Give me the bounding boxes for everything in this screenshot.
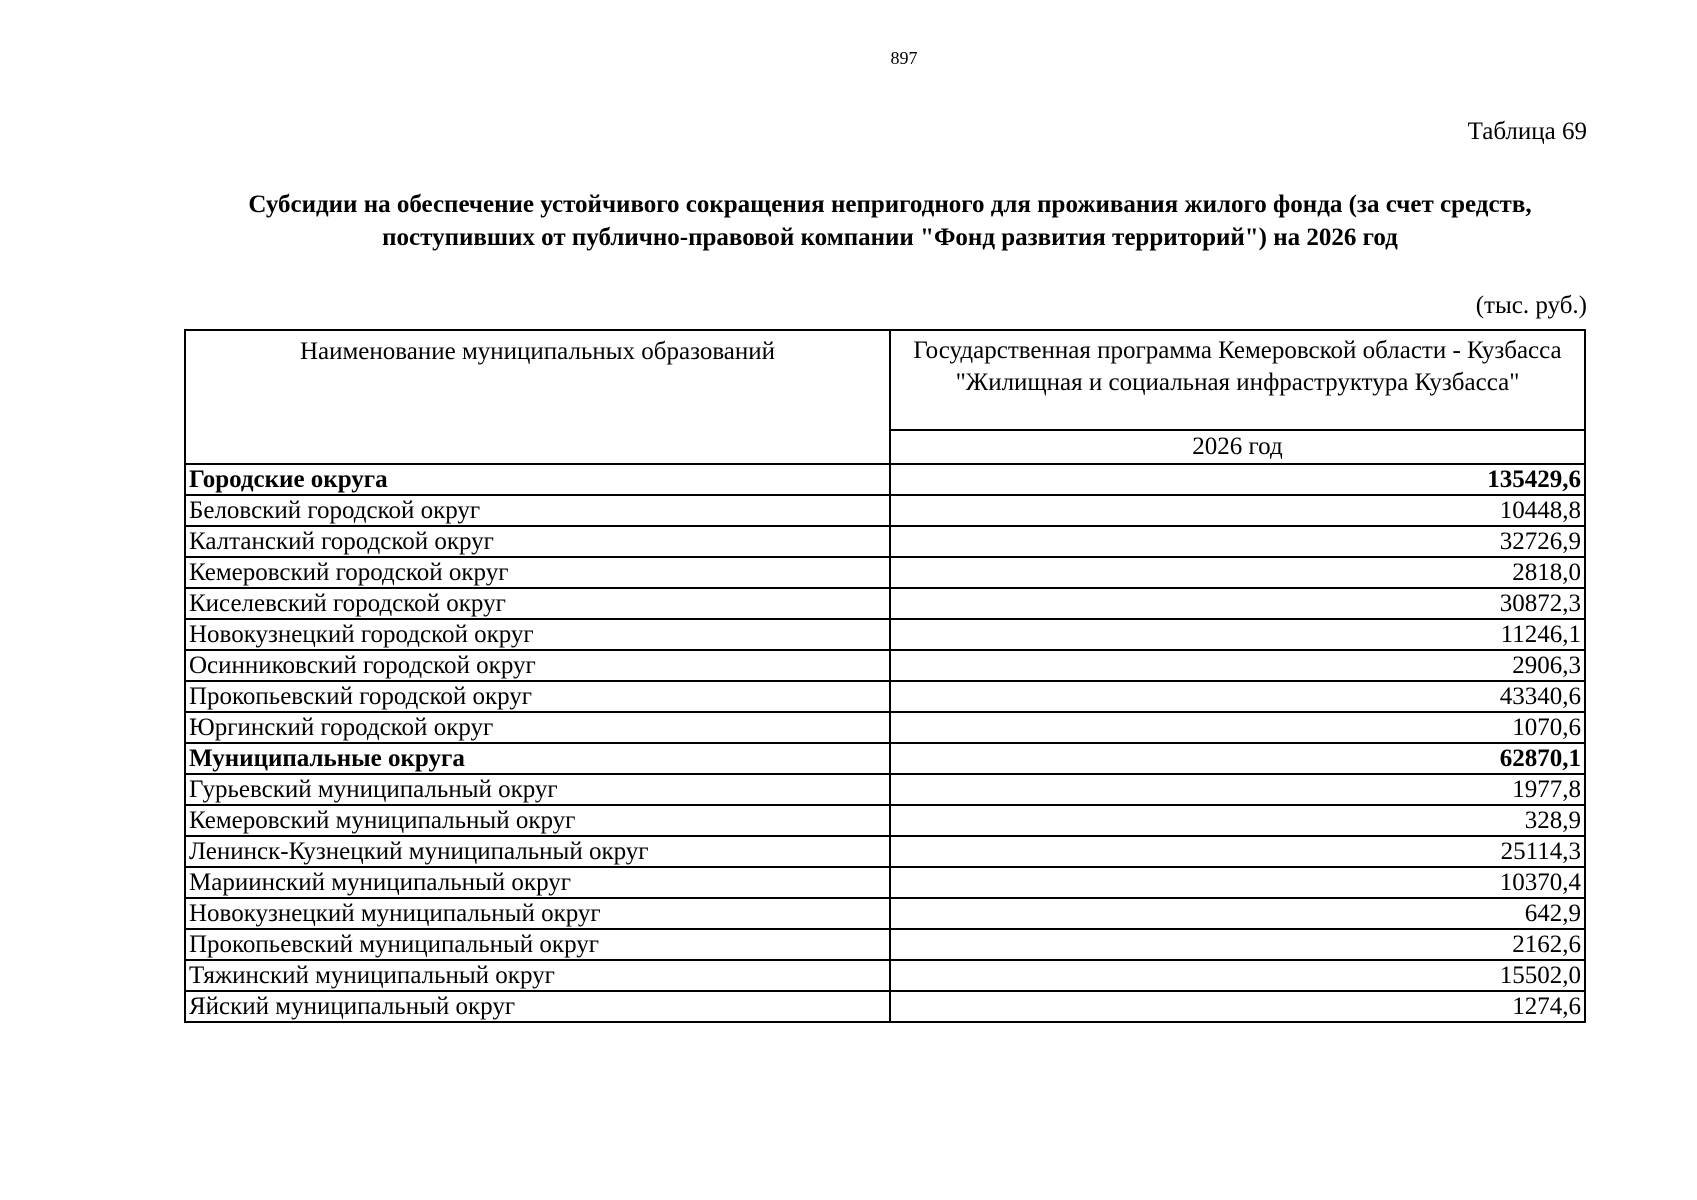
row-value: 2906,3 (890, 650, 1585, 681)
row-value: 15502,0 (890, 960, 1585, 991)
row-value: 62870,1 (890, 743, 1585, 774)
table-row (185, 774, 1585, 805)
row-value: 25114,3 (890, 836, 1585, 867)
table-row (185, 805, 1585, 836)
row-name: Кемеровский городской округ (185, 557, 890, 588)
row-name: Прокопьевский муниципальный округ (185, 929, 890, 960)
row-value: 10448,8 (890, 495, 1585, 526)
row-value: 32726,9 (890, 526, 1585, 557)
table-header (185, 330, 1585, 464)
table-row (185, 929, 1585, 960)
table-row (185, 526, 1585, 557)
table-group-row (185, 743, 1585, 774)
page-number: 897 (890, 48, 918, 68)
table-row (185, 557, 1585, 588)
row-value: 1070,6 (890, 712, 1585, 743)
table-row (185, 619, 1585, 650)
table-row (185, 588, 1585, 619)
row-name: Калтанский городской округ (185, 526, 890, 557)
row-name: Мариинский муниципальный округ (185, 867, 890, 898)
table-row (185, 960, 1585, 991)
row-name: Киселевский городской округ (185, 588, 890, 619)
row-value: 11246,1 (890, 619, 1585, 650)
row-name: Осинниковский городской округ (185, 650, 890, 681)
table-row (185, 898, 1585, 929)
row-value: 328,9 (890, 805, 1585, 836)
row-value: 2818,0 (890, 557, 1585, 588)
row-name: Новокузнецкий муниципальный округ (185, 898, 890, 929)
row-name: Тяжинский муниципальный округ (185, 960, 890, 991)
table-group-row (185, 464, 1585, 495)
units-label: (тыс. руб.) (1475, 292, 1587, 319)
header-program-line-1: Государственная программа Кемеровской области - Кузбасса (913, 337, 1562, 364)
row-name: Беловский городской округ (185, 495, 890, 526)
row-value: 1977,8 (890, 774, 1585, 805)
table-row (185, 991, 1585, 1022)
table-row (185, 650, 1585, 681)
row-value: 43340,6 (890, 681, 1585, 712)
row-name: Новокузнецкий городской округ (185, 619, 890, 650)
row-value: 1274,6 (890, 991, 1585, 1022)
row-value: 135429,6 (890, 464, 1585, 495)
header-program-line-2: "Жилищная и социальная инфраструктура Кузбасса" (955, 369, 1520, 396)
title-line-1: Субсидии на обеспечение устойчивого сокращения непригодного для проживания жилого фонда (за счет средств, (248, 191, 1532, 218)
row-name: Юргинский городской округ (185, 712, 890, 743)
row-value: 30872,3 (890, 588, 1585, 619)
header-program (890, 330, 1585, 430)
row-name: Яйский муниципальный округ (185, 991, 890, 1022)
row-value: 10370,4 (890, 867, 1585, 898)
table-row (185, 836, 1585, 867)
table-row (185, 681, 1585, 712)
row-value: 2162,6 (890, 929, 1585, 960)
row-name: Прокопьевский городской округ (185, 681, 890, 712)
row-name: Ленинск-Кузнецкий муниципальный округ (185, 836, 890, 867)
header-name-column: Наименование муниципальных образований (185, 330, 890, 464)
document-title (180, 188, 1600, 254)
row-name: Кемеровский муниципальный округ (185, 805, 890, 836)
row-name: Гурьевский муниципальный округ (185, 774, 890, 805)
table-body (185, 464, 1585, 1022)
table-row (185, 495, 1585, 526)
row-name: Муниципальные округа (185, 743, 890, 774)
table-row (185, 867, 1585, 898)
subsidies-table (184, 329, 1586, 1023)
title-line-2: поступивших от публично-правовой компании "Фонд развития территорий") на 2026 год (382, 224, 1398, 251)
header-year: 2026 год (890, 430, 1585, 464)
table-row (185, 712, 1585, 743)
table-label: Таблица 69 (1467, 118, 1587, 145)
row-name: Городские округа (185, 464, 890, 495)
row-value: 642,9 (890, 898, 1585, 929)
